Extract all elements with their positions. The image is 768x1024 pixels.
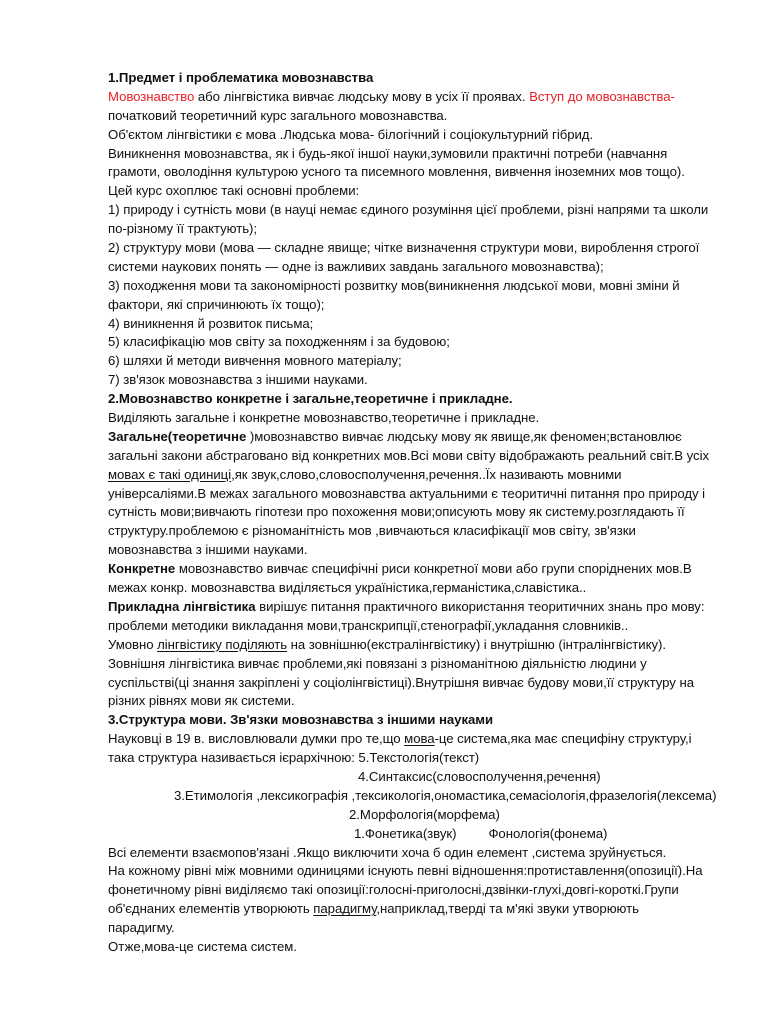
section-1-heading: 1.Предмет і проблематика мовознавства	[108, 70, 374, 85]
term-highlight: Мовознавство	[108, 88, 195, 104]
underlined-text: лінгвістику поділяють	[157, 636, 288, 652]
paragraph-line	[108, 730, 728, 749]
hierarchy-level-4: 4.Синтаксис(словосполучення,речення)	[358, 768, 601, 784]
paragraph-line: На кожному рівні між мовними одиницями існують певні відношення:протиставлення(опозиції).На	[108, 863, 703, 879]
paragraph-line: Виникнення мовознавства, як і будь-якої іншої науки,зумовили практичні потреби (навчання	[108, 145, 668, 161]
text-run: на зовнішню(екстралінгвістику) і внутрішню (інтралінгвістику).	[287, 636, 666, 652]
paragraph-line: загальні закони абстраговано від конкретних мов.Всі мови світу відображають реальний світ.В усіх	[108, 447, 709, 463]
text-run: ,наприклад,тверді та м'які звуки утворюють	[376, 901, 639, 917]
paragraph-line	[108, 88, 728, 107]
underlined-text: мова	[404, 731, 435, 747]
paragraph-line: Виділяють загальне і конкретне мовознавство,теоретичне і прикладне.	[108, 410, 540, 426]
list-item: 6) шляхи й методи вивчення мовного матеріалу;	[108, 353, 402, 369]
paragraph-line	[108, 900, 728, 919]
paragraph-line: Отже,мова-це система систем.	[108, 938, 297, 954]
paragraph-line: суспільстві(ці знання закріплені у соціолінгвістиці).Внутрішня вивчає будову мови,її структуру на	[108, 674, 694, 690]
paragraph-line: початковий теоретичний курс загального мовознавства.	[108, 107, 448, 123]
paragraph-line	[108, 466, 728, 485]
text-run: Науковці в 19 в. висловлювали думки про те,що	[108, 731, 405, 747]
text-run: -це система,яка має специфіну структуру,і	[434, 731, 692, 747]
paragraph-line	[108, 560, 728, 579]
underlined-text: мовах є такі одиниці	[108, 466, 232, 482]
text-run: вирішує питання практичного використання теоритичних знань про мову:	[255, 598, 705, 614]
text-run: Умовно	[108, 636, 158, 652]
list-item-continuation: фактори, які спричинюють їх тощо);	[108, 296, 325, 312]
paragraph-line: межах конкр. мовознавства виділяється україністика,германістика,славістика..	[108, 580, 587, 596]
paragraph-line: Зовнішня лінгвістика вивчає проблеми,які повязані з різноманітною діяльністю людини у	[108, 655, 647, 671]
paragraph-line	[108, 636, 728, 655]
paragraph-line: фонетичному рівні виділяємо такі опозиції:голосні-приголосні,дзвінки-глухі,довгі-короткі.Групи	[108, 882, 679, 898]
paragraph-line: структуру.проблемою є різноманітність мов ,вивчаються класифікації мов світу, зв'язки	[108, 523, 636, 539]
paragraph-line: універсаліями.В межах загального мовознавства актуальними є теоритичні питання про природу і	[108, 485, 706, 501]
paragraph-line	[108, 598, 728, 617]
paragraph-line: така структура називається ієрархічною: 5.Текстологія(текст)	[108, 750, 480, 766]
paragraph-line: грамоти, оволодіння культурою усного та писемного мовлення, вивчення іноземних мов тощо).	[108, 164, 685, 180]
list-item: 7) зв'язок мовознавства з іншими науками.	[108, 372, 368, 388]
list-item: 4) виникнення й розвиток письма;	[108, 315, 314, 331]
term-bold: Конкретне	[108, 561, 176, 577]
term-bold: Загальне(теоретичне	[108, 428, 247, 444]
paragraph-line: Всі елементи взаємопов'язані .Якщо виключити хоча б один елемент ,система зруйнується.	[108, 844, 667, 860]
text-run: мовознавство вивчає специфічні риси конкретної мови або групи споріднених мов.В	[175, 561, 692, 577]
paragraph-line	[108, 428, 728, 447]
term-bold: Прикладна лінгвістика	[108, 598, 256, 614]
paragraph-line: мовознавства з іншими науками.	[108, 542, 308, 558]
list-item: 3) походження мови та закономірності розвитку мов(виникнення людської мови, мовні зміни й	[108, 277, 680, 293]
section-2-heading: 2.Мовознавство конкретне і загальне,теоретичне і прикладне.	[108, 391, 513, 407]
hierarchy-phonetics: 1.Фонетика(звук)	[354, 825, 457, 841]
list-item: 5) класифікацію мов світу за походженням і за будовою;	[108, 334, 450, 350]
underlined-text: парадигму	[313, 901, 377, 917]
text-run: )мовознавство вивчає людську мову як явище,як феномен;встановлює	[246, 428, 682, 444]
hierarchy-level-1	[108, 825, 728, 844]
hierarchy-level-2: 2.Морфологія(морфема)	[349, 806, 500, 822]
list-item-continuation: системи наукових понять — одне із важливих завдань загального мовознавства);	[108, 258, 604, 274]
paragraph-line: Цей курс охоплює такі основні проблеми:	[108, 183, 360, 199]
paragraph-line: Об'єктом лінгвістики є мова .Людська мова- білогічний і соціокультурний гібрид.	[108, 126, 594, 142]
paragraph-line: різних рівнях мови як системи.	[108, 693, 295, 709]
list-item: 2) структуру мови (мова — складне явище; чітке визначення структури мови, вироблення строгої	[108, 240, 700, 256]
paragraph-line: сутність мови;вивчають гіпотези про похоження мови;описують мову як систему.розглядають її	[108, 504, 685, 520]
hierarchy-level-3: 3.Етимологія ,лексикографія ,тексикологія,ономастика,семасіологія,фразелогія(лексема)	[174, 787, 717, 803]
text-run: ,як звук,слово,словосполучення,речення..Їх називають мовними	[231, 466, 622, 482]
text-run: або лінгвістика вивчає людську мову в усіх її проявах.	[194, 88, 530, 104]
section-3-heading: 3.Структура мови. Зв'язки мовознавства з іншими науками	[108, 712, 494, 728]
paragraph-line: парадигму.	[108, 920, 175, 936]
text-run: об'єднаних елементів утворюють	[108, 901, 314, 917]
list-item: 1) природу і сутність мови (в науці немає єдиного розуміння цієї проблеми, різні напрями та школи	[108, 202, 709, 218]
term-highlight: Вступ до мовознавства-	[529, 88, 675, 104]
paragraph-line: проблеми методики викладання мови,транскрипції,стенографії,укладання словників..	[108, 617, 629, 633]
hierarchy-phonology: Фонологія(фонема)	[488, 825, 608, 841]
list-item-continuation: по-різному її трактують);	[108, 221, 257, 237]
